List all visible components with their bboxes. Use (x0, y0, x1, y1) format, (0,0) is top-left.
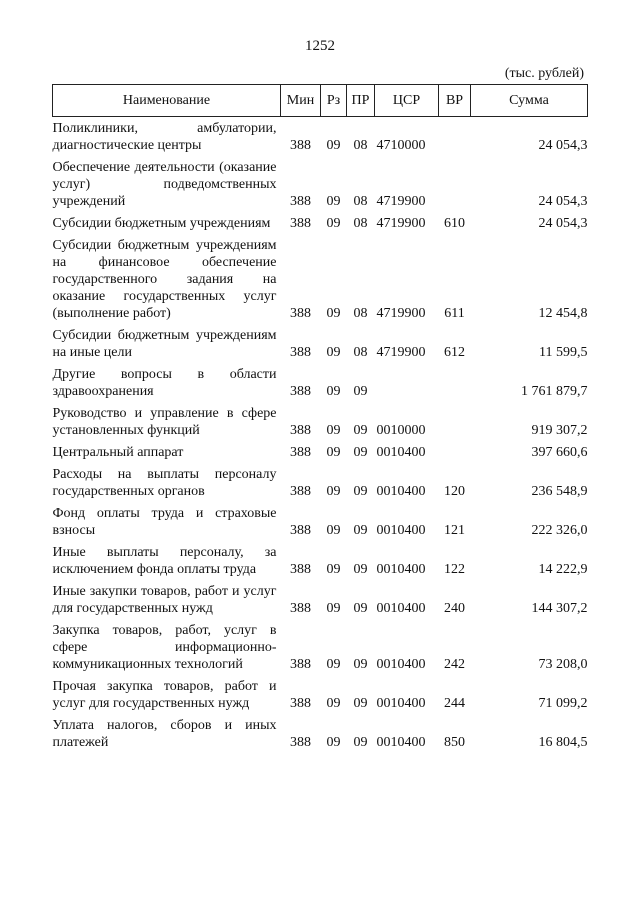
row-pr: 09 (353, 423, 368, 438)
row-rz: 09 (326, 523, 341, 538)
row-pr: 08 (353, 138, 368, 153)
row-min: 388 (290, 138, 311, 153)
row-min: 388 (290, 601, 311, 616)
row-sum: 24 054,3 (538, 138, 588, 153)
row-vr (439, 156, 471, 212)
table-row (53, 463, 588, 502)
table-row (53, 619, 588, 675)
row-pr: 09 (353, 484, 368, 499)
row-csr: 0010400 (376, 562, 426, 577)
row-sum: 236 548,9 (531, 484, 588, 499)
table-header-row (53, 85, 588, 117)
row-rz: 09 (326, 657, 341, 672)
row-vr: 611 (444, 306, 465, 321)
row-rz: 09 (326, 345, 341, 360)
row-sum: 71 099,2 (538, 696, 588, 711)
row-pr: 08 (353, 345, 368, 360)
row-sum: 16 804,5 (538, 735, 588, 750)
row-pr: 09 (353, 735, 368, 750)
row-csr: 0010400 (376, 657, 426, 672)
table-row (53, 502, 588, 541)
row-vr: 610 (444, 216, 465, 231)
column-header-sum: Сумма (471, 85, 588, 117)
row-csr: 0010400 (376, 601, 426, 616)
row-pr: 09 (353, 657, 368, 672)
row-vr: 240 (444, 601, 465, 616)
row-vr: 121 (444, 523, 465, 538)
row-vr (439, 117, 471, 157)
row-min: 388 (290, 696, 311, 711)
row-min: 388 (290, 216, 311, 231)
row-pr: 09 (353, 523, 368, 538)
row-pr: 08 (353, 216, 368, 231)
row-sum: 1 761 879,7 (521, 384, 588, 399)
table-row (53, 580, 588, 619)
row-vr: 850 (444, 735, 465, 750)
row-rz: 09 (326, 423, 341, 438)
table-row (53, 117, 588, 157)
table-row (53, 212, 588, 234)
budget-table (52, 84, 588, 753)
row-pr: 09 (353, 601, 368, 616)
row-vr: 122 (444, 562, 465, 577)
row-name: Поликлиники, амбулатории, диагностические центры (52, 121, 277, 153)
row-sum: 14 222,9 (538, 562, 588, 577)
row-vr (439, 441, 471, 463)
row-name: Центральный аппарат (52, 445, 184, 460)
table-row (53, 156, 588, 212)
row-csr: 0010400 (376, 523, 426, 538)
row-pr: 09 (353, 696, 368, 711)
row-name: Руководство и управление в сфере установленных функций (52, 406, 277, 438)
row-csr: 4719900 (376, 306, 426, 321)
row-pr: 08 (353, 194, 368, 209)
row-sum: 222 326,0 (531, 523, 588, 538)
row-rz: 09 (326, 696, 341, 711)
row-csr: 4719900 (376, 345, 426, 360)
row-min: 388 (290, 562, 311, 577)
table-row (53, 363, 588, 402)
column-header-min: Мин (281, 85, 321, 117)
row-name: Иные выплаты персоналу, за исключением фонда оплаты труда (52, 545, 277, 577)
row-sum: 73 208,0 (538, 657, 588, 672)
row-pr: 09 (353, 562, 368, 577)
table-row (53, 714, 588, 753)
row-sum: 144 307,2 (531, 601, 588, 616)
column-header-vr: ВР (439, 85, 471, 117)
row-rz: 09 (326, 445, 341, 460)
row-name: Закупка товаров, работ, услуг в сфере информационно-коммуникационных технологий (52, 623, 277, 672)
row-pr: 08 (353, 306, 368, 321)
row-rz: 09 (326, 562, 341, 577)
row-min: 388 (290, 523, 311, 538)
row-min: 388 (290, 345, 311, 360)
row-sum: 12 454,8 (538, 306, 588, 321)
row-name: Обеспечение деятельности (оказание услуг) подведомственных учреждений (52, 160, 277, 209)
row-name: Другие вопросы в области здравоохранения (52, 367, 277, 399)
row-vr: 242 (444, 657, 465, 672)
table-row (53, 402, 588, 441)
row-min: 388 (290, 423, 311, 438)
row-csr: 4710000 (376, 138, 426, 153)
table-row (53, 324, 588, 363)
column-header-name: Наименование (53, 85, 281, 117)
table-row (53, 441, 588, 463)
row-csr: 0010400 (376, 696, 426, 711)
row-sum: 397 660,6 (531, 445, 588, 460)
row-rz: 09 (326, 138, 341, 153)
column-header-csr: ЦСР (375, 85, 439, 117)
row-rz: 09 (326, 306, 341, 321)
row-min: 388 (290, 484, 311, 499)
row-sum: 11 599,5 (539, 345, 588, 360)
row-name: Фонд оплаты труда и страховые взносы (52, 506, 277, 538)
row-name: Субсидии бюджетным учреждениям (52, 216, 271, 231)
row-min: 388 (290, 194, 311, 209)
row-vr: 612 (444, 345, 465, 360)
table-row (53, 541, 588, 580)
row-name: Иные закупки товаров, работ и услуг для государственных нужд (52, 584, 277, 616)
column-header-pr: ПР (347, 85, 375, 117)
row-csr: 0010400 (376, 484, 426, 499)
row-csr: 0010400 (376, 445, 426, 460)
row-rz: 09 (326, 735, 341, 750)
row-rz: 09 (326, 194, 341, 209)
row-name: Уплата налогов, сборов и иных платежей (52, 718, 277, 750)
units-label: (тыс. рублей) (504, 66, 584, 81)
row-csr: 0010000 (376, 423, 426, 438)
column-header-rz: Рз (321, 85, 347, 117)
page-number: 1252 (305, 38, 335, 54)
table-row (53, 675, 588, 714)
row-csr (375, 363, 439, 402)
row-rz: 09 (326, 484, 341, 499)
row-min: 388 (290, 657, 311, 672)
table-row (53, 234, 588, 324)
row-name: Субсидии бюджетным учреждениям на финансовое обеспечение государственного задания на оказание государственных услуг (выполнение работ) (52, 238, 277, 321)
row-csr: 4719900 (376, 194, 426, 209)
row-sum: 919 307,2 (531, 423, 588, 438)
row-name: Прочая закупка товаров, работ и услуг для государственных нужд (52, 679, 277, 711)
row-csr: 0010400 (376, 735, 426, 750)
row-sum: 24 054,3 (538, 216, 588, 231)
row-vr: 120 (444, 484, 465, 499)
row-pr: 09 (353, 384, 368, 399)
row-pr: 09 (353, 445, 368, 460)
row-rz: 09 (326, 216, 341, 231)
row-sum: 24 054,3 (538, 194, 588, 209)
row-vr (439, 402, 471, 441)
row-vr (439, 363, 471, 402)
row-vr: 244 (444, 696, 465, 711)
row-csr: 4719900 (376, 216, 426, 231)
row-min: 388 (290, 306, 311, 321)
row-min: 388 (290, 445, 311, 460)
row-rz: 09 (326, 384, 341, 399)
row-name: Субсидии бюджетным учреждениям на иные цели (52, 328, 277, 360)
row-min: 388 (290, 735, 311, 750)
row-name: Расходы на выплаты персоналу государственных органов (52, 467, 277, 499)
row-min: 388 (290, 384, 311, 399)
row-rz: 09 (326, 601, 341, 616)
